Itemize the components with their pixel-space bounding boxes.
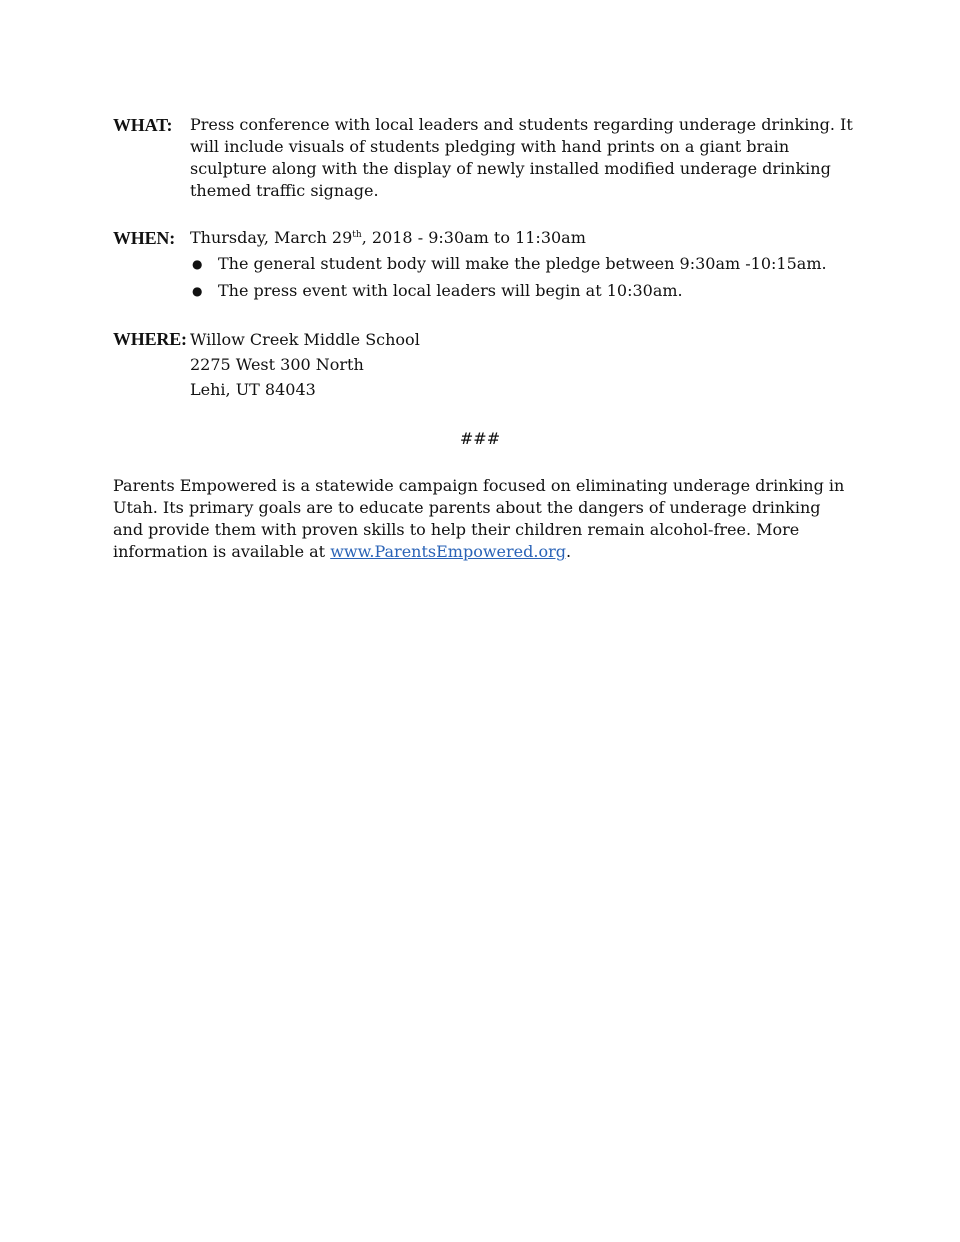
- when-date-prefix: Thursday, March 29: [190, 228, 353, 247]
- bullet-icon: ●: [192, 284, 203, 298]
- when-date-suffix: th: [352, 230, 362, 240]
- section-separator: ###: [459, 429, 501, 448]
- address-line: Willow Creek Middle School: [190, 330, 420, 349]
- bullet-icon: ●: [192, 257, 203, 271]
- when-label: WHEN:: [113, 228, 176, 248]
- bullet-text: The press event with local leaders will begin at 10:30am.: [218, 281, 683, 300]
- what-text: Press conference with local leaders and students regarding underage drinking. It will include visuals of students pledging with hand prints on a giant brain sculpture along with the display of newly installed modified underage drinking themed traffic signage.: [190, 115, 853, 200]
- when-content: [190, 227, 856, 305]
- about-text: Parents Empowered is a statewide campaign focused on eliminating underage drinking in Utah. Its primary goals are to educate parents about the dangers of underage drinking and provide them with proven skills to help their children remain alcohol-free. More information is available at: [113, 476, 845, 561]
- bullet-text: The general student body will make the pledge between 9:30am -10:15am.: [218, 254, 827, 273]
- what-label: WHAT:: [113, 115, 173, 135]
- when-bullet-list: [190, 251, 856, 305]
- about-trailing: .: [565, 542, 572, 561]
- list-item: [190, 251, 856, 278]
- where-label: WHERE:: [113, 329, 187, 349]
- list-item: [190, 278, 856, 305]
- address-line: Lehi, UT 84043: [190, 380, 316, 399]
- website-link[interactable]: www.ParentsEmpowered.org: [330, 542, 566, 561]
- where-address: [190, 327, 856, 402]
- address-line: 2275 West 300 North: [190, 355, 364, 374]
- about-paragraph: [113, 475, 853, 563]
- when-date: [190, 227, 856, 249]
- when-date-rest: , 2018 - 9:30am to 11:30am: [361, 228, 586, 247]
